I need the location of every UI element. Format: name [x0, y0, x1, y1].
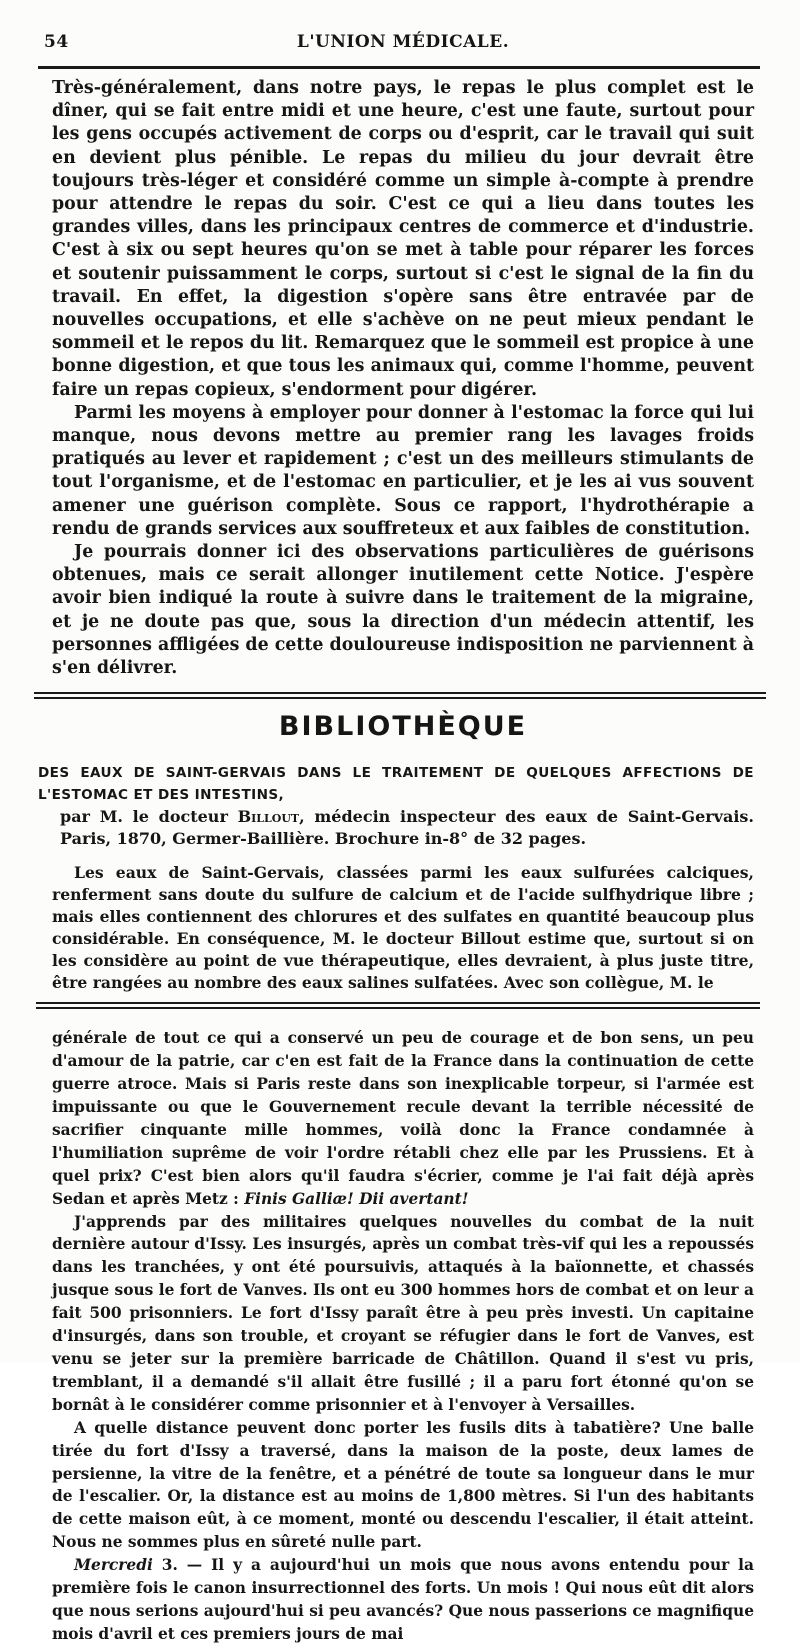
running-head — [44, 28, 754, 58]
book-title: DES EAUX DE SAINT-GERVAIS DANS LE TRAITEMENT DE QUELQUES AFFECTIONS DE L'ESTOMAC ET DES INTESTINS, — [38, 765, 754, 804]
article-paragraph-2: Parmi les moyens à employer pour donner à l'estomac la force qui lui manque, nous devons mettre au premier rang les lavages froids pratiqués au lever et rapidement ; c'est un des meilleurs stimulants de tout l'organisme, et de l'estomac en particulier, et je les ai vus souvent amener une guérison complète. Sous ce rapport, l'hydrothérapie a rendu de grands services aux souffreteux et aux faibles de constitution. — [52, 402, 754, 539]
feuilleton-paragraph-1 — [52, 1027, 754, 1210]
feuilleton-divider — [36, 1002, 760, 1009]
book-author: Billout — [237, 807, 300, 827]
day-label: Mercredi — [74, 1556, 153, 1575]
feuilleton-p4-text: 3. — Il y a aujourd'hui un mois que nous avons entendu pour la première fois le canon insurrectionnel des forts. Un mois ! Qui nous eût dit alors que nous serions aujourd'hui si peu avancés? Que nous passerions ce magnifique mois d'avril et ces premiers jours de mai — [52, 1556, 754, 1643]
page-number: 54 — [44, 32, 69, 52]
book-meta-suffix: , médecin inspecteur des eaux de Saint-Gervais. Paris, 1870, Germer-Baillière. Brochure in-8° de 32 pages. — [60, 807, 755, 849]
section-divider — [34, 692, 766, 699]
book-meta-prefix: par M. le docteur — [60, 807, 228, 827]
article-body — [52, 77, 754, 680]
feuilleton-paragraph-2: J'apprends par des militaires quelques nouvelles du combat de la nuit dernière autour d'Issy. Les insurgés, après un combat très-vif qui les a repoussés dans les tranchées, y ont été poursuivis, attaqués à la baïonnette, et chassés jusque sous le fort de Vanves. Ils ont eu 300 hommes hors de combat et on leur a fait 500 prisonniers. Le fort d'Issy paraît être à peu près investi. Un capitaine d'insurgés, dans son trouble, et croyant se réfugier dans le fort de Vanves, est venu se jeter sur la première barricade de Châtillon. Quand il s'est vu pris, tremblant, il a demandé s'il allait être fusillé ; il a paru fort étonné qu'on se bornât à le considérer comme prisonnier et à l'envoyer à Versailles. — [52, 1212, 754, 1414]
article-paragraph-1: Très-généralement, dans notre pays, le repas le plus complet est le dîner, qui se fait entre midi et une heure, c'est une faute, surtout pour les gens occupés activement de corps ou d'esprit, car le travail qui suit en devient plus pénible. Le repas du milieu du jour devrait être toujours très-léger et considéré comme un simple à-compte à prendre pour attendre le repas du soir. C'est ce qui a lieu dans toutes les grandes villes, dans les principaux centres de commerce et d'industrie. C'est à six ou sept heures qu'on se met à table pour réparer les forces et soutenir puissamment le corps, surtout si c'est le signal de la fin du travail. En effet, la digestion s'opère sans être entravée par de nouvelles occupations, et elle s'achève on ne peut mieux pendant le sommeil et le repos du lit. Remarquez que le sommeil est propice à une bonne digestion, et que tous les animaux qui, comme l'homme, peuvent faire un repas copieux, s'endorment pour digérer. — [52, 78, 754, 400]
feuilleton-p1-text: générale de tout ce qui a conservé un peu de courage et de bon sens, un peu d'amour de la patrie, car c'en est fait de la France dans la continuation de cette guerre atroce. Mais si Paris reste dans son inexplicable torpeur, si l'armée est impuissante ou que le Gouvernement recule devant la terrible nécessité de sacrifier cinquante mille hommes, voilà donc la France condamnée à l'humiliation suprême de voir l'ordre rétabli chez elle par les Prussiens. Et à quel prix? C'est bien alors qu'il faudra s'écrier, comme je l'ai fait déjà après Sedan et après Metz : — [52, 1029, 754, 1208]
article-paragraph-3: Je pourrais donner ici des observations particulières de guérisons obtenues, mais ce serait allonger inutilement cette Notice. J'espère avoir bien indiqué la route à suivre dans le traitement de la migraine, et je ne doute pas que, sous la direction d'un médecin attentif, les personnes affligées de cette douloureuse indisposition ne parviennent à s'en délivrer. — [52, 542, 754, 679]
feuilleton-section — [52, 1027, 754, 1645]
feuilleton-paragraph-4 — [52, 1554, 754, 1646]
header-rule — [38, 66, 760, 69]
feuilleton-paragraph-3: A quelle distance peuvent donc porter les fusils dits à tabatière? Une balle tirée du fort d'Issy a traversé, dans la maison de la poste, deux lames de persienne, la vitre de la fenêtre, et a pénétré de toute sa longueur dans le mur de l'escalier. Or, la distance est au moins de 1,800 mètres. Si l'un des habitants de cette maison eût, à ce moment, monté ou descendu l'escalier, il était atteint. Nous ne sommes plus en sûreté nulle part. — [52, 1418, 754, 1552]
book-meta — [52, 806, 754, 850]
review-paragraph: Les eaux de Saint-Gervais, classées parmi les eaux sulfurées calciques, renferment sans doute du sulfure de calcium et de l'acide sulfhydrique libre ; mais elles contiennent des chlorures et des sulfates en quantité beaucoup plus considérable. En conséquence, M. le docteur Billout estime que, surtout si on les considère au point de vue thérapeutique, elles devraient, à plus juste titre, être rangées au nombre des eaux salines sulfatées. Avec son collègue, M. le — [52, 863, 754, 993]
bibliotheque-section — [38, 711, 755, 994]
journal-title: L'UNION MÉDICALE. — [296, 32, 510, 52]
latin-quote: Finis Galliæ! Dii avertant! — [244, 1189, 469, 1208]
section-title: BIBLIOTHÈQUE — [278, 711, 528, 743]
